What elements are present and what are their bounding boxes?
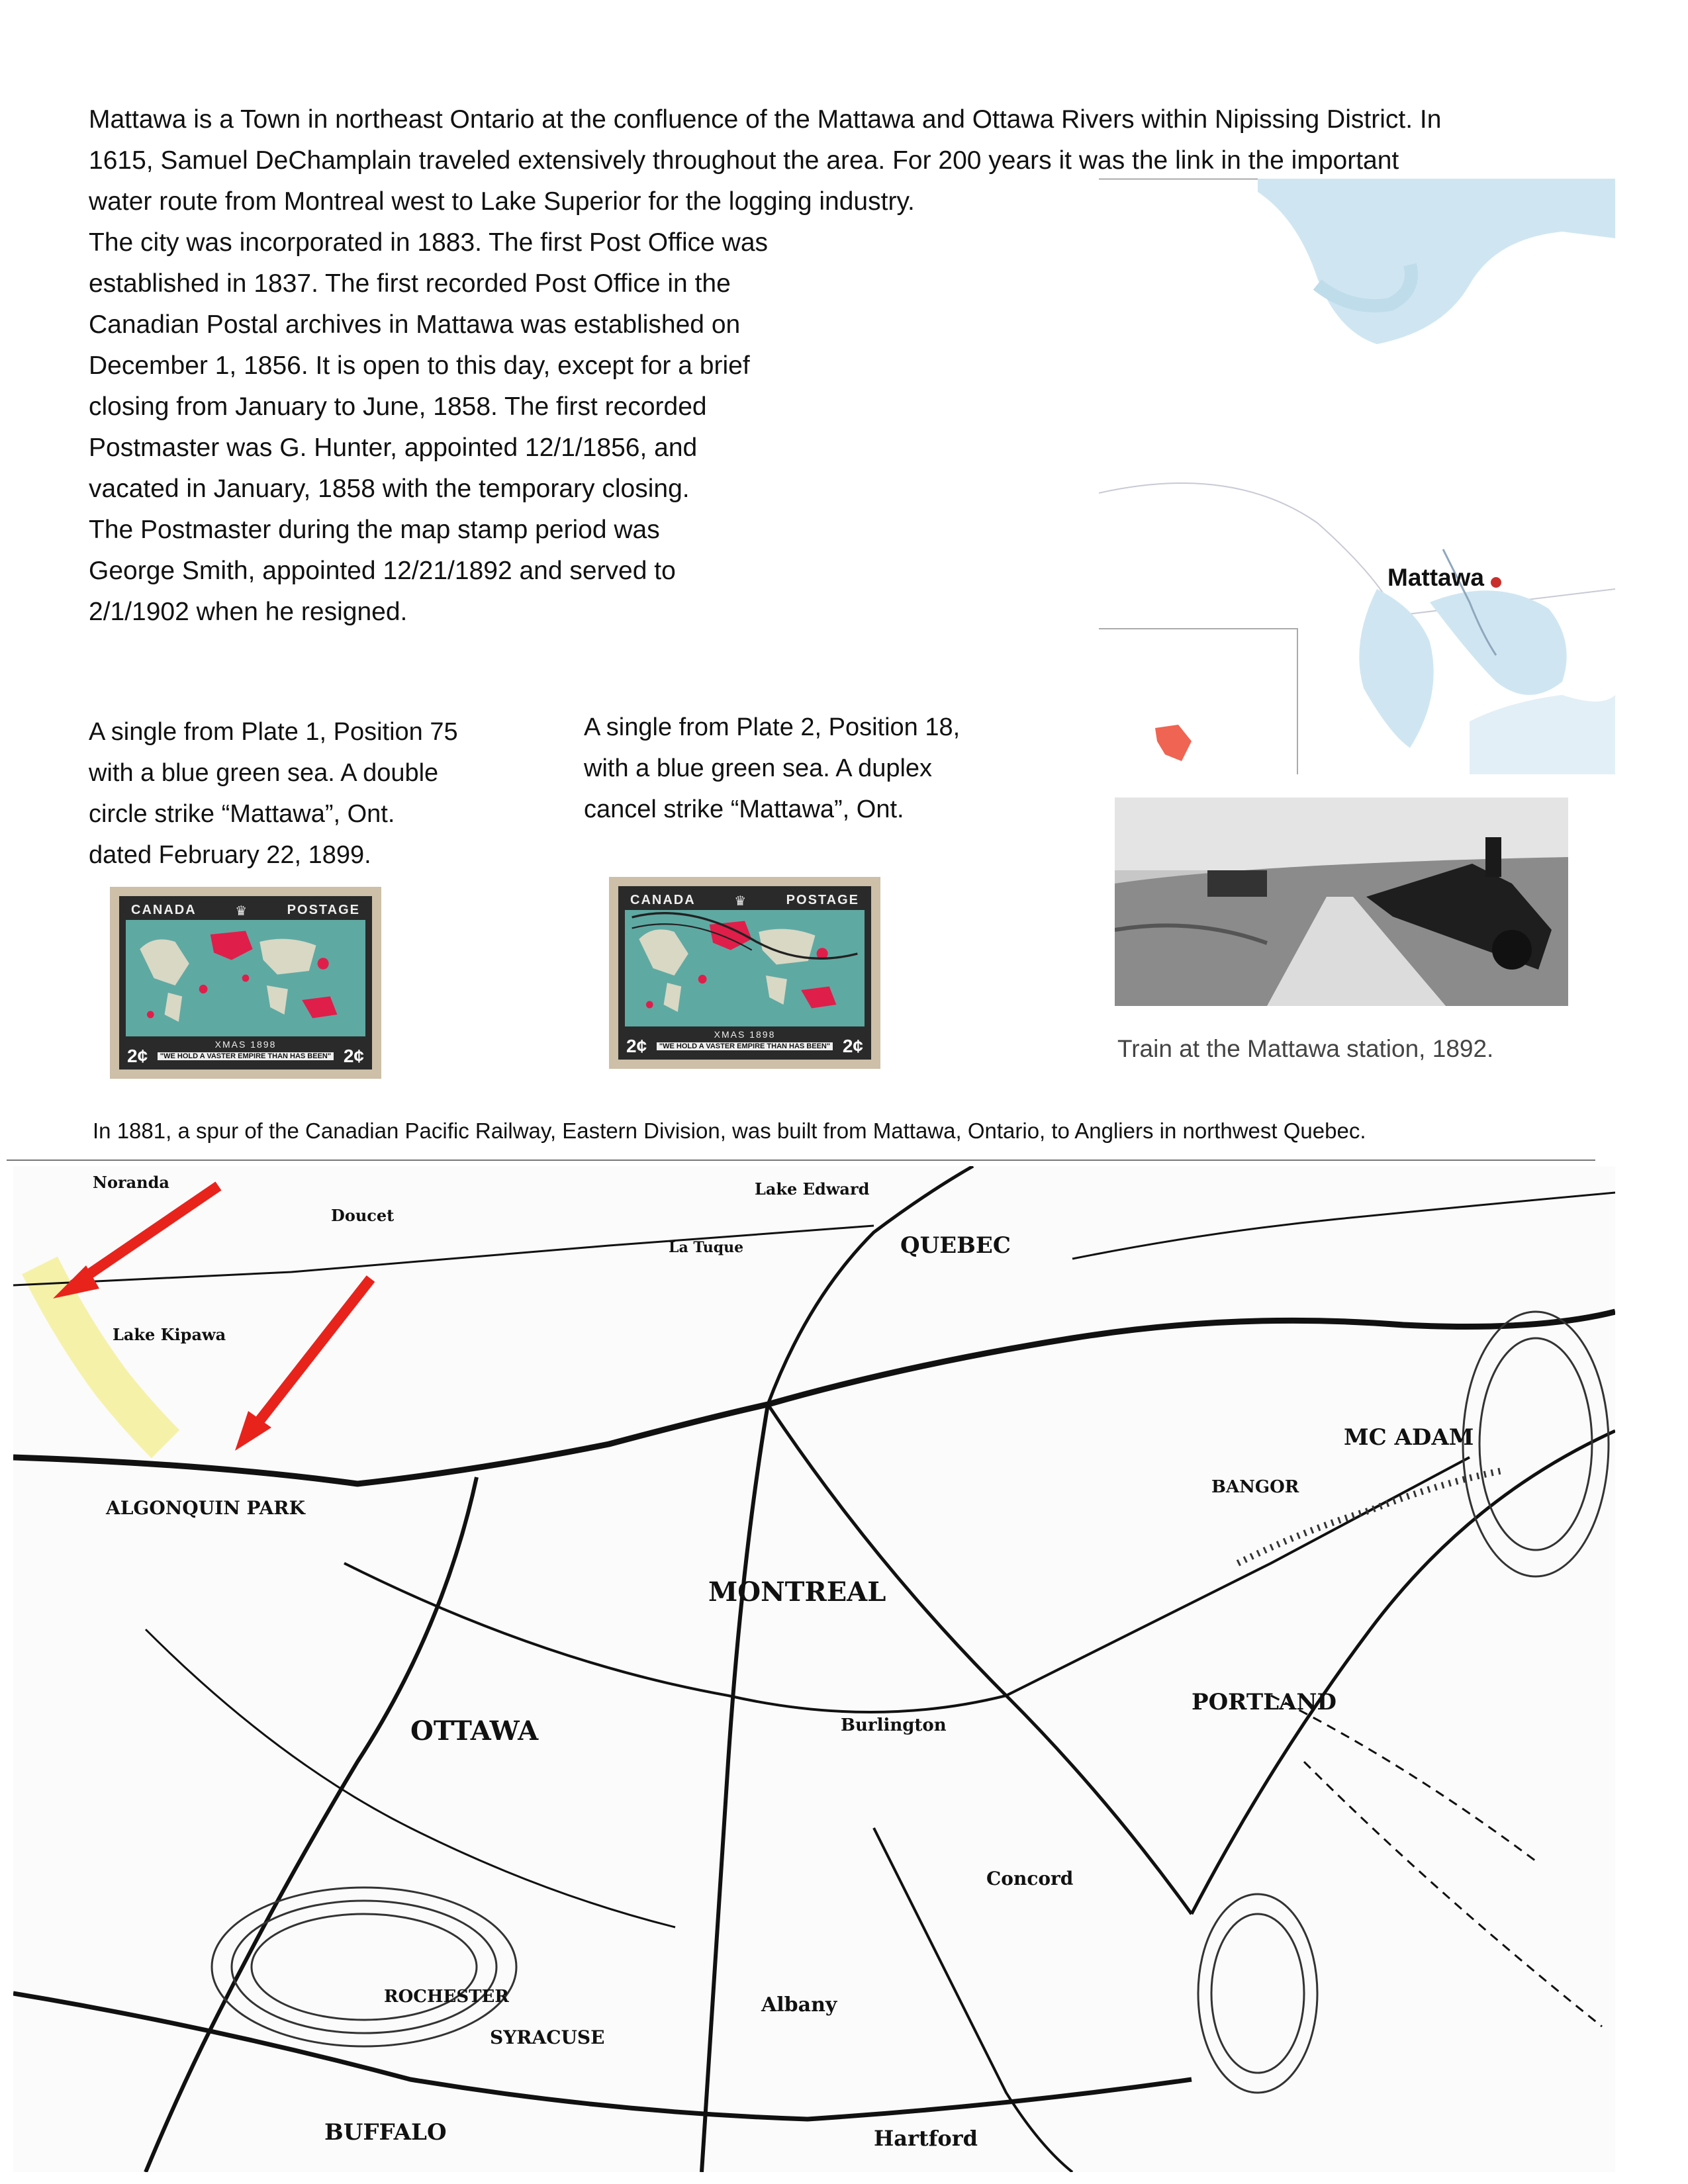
map-label-lake-kipawa: Lake Kipawa (113, 1325, 226, 1344)
intro-line: Canadian Postal archives in Mattawa was established on (89, 310, 741, 339)
map-stamp-plate2 (609, 877, 880, 1069)
locator-map (1099, 179, 1615, 774)
stamp-value: 2¢ (626, 1036, 647, 1056)
map-label-ottawa: OTTAWA (410, 1715, 539, 1747)
map-label-bangor: BANGOR (1211, 1477, 1299, 1497)
intro-line: water route from Montreal west to Lake Superior for the logging industry. (89, 187, 915, 216)
map-stamp-plate1 (110, 887, 381, 1079)
map-label-algonquin: ALGONQUIN PARK (106, 1497, 305, 1519)
stamp-year: XMAS 1898 (714, 1029, 776, 1040)
stamp-postage-label: POSTAGE (287, 903, 360, 917)
intro-line: December 1, 1856. It is open to this day, except for a brief (89, 351, 750, 380)
crown-icon: ♛ (734, 894, 748, 909)
railway-map (13, 1166, 1615, 2172)
intro-line: 1615, Samuel DeChamplain traveled extensively throughout the area. For 200 years it was the link in the important (89, 146, 1399, 175)
intro-line: The Postmaster during the map stamp period was (89, 516, 660, 544)
map-label-syracuse: SYRACUSE (490, 2026, 605, 2048)
stamp-value: 2¢ (842, 1036, 863, 1056)
train-photo-graphic (1115, 797, 1568, 1006)
stamp-postage-label: POSTAGE (786, 893, 859, 907)
locator-map-graphic (1099, 179, 1615, 774)
intro-line: 2/1/1902 when he resigned. (89, 598, 408, 626)
railway-map-graphic (13, 1166, 1615, 2172)
stamp-world-map (126, 920, 365, 1036)
train-station-photo (1115, 797, 1568, 1006)
mattawa-map-label: Mattawa (1387, 564, 1484, 591)
intro-line: The city was incorporated in 1883. The first Post Office was (89, 228, 769, 257)
map-label-portland: PORTLAND (1192, 1689, 1336, 1715)
caption-line: with a blue green sea. A duplex (584, 754, 933, 782)
map-label-hartford: Hartford (874, 2126, 978, 2151)
crown-icon: ♛ (235, 904, 249, 919)
map-label-noranda: Noranda (93, 1173, 169, 1192)
stamp-year: XMAS 1898 (214, 1039, 277, 1050)
intro-line: vacated in January, 1858 with the temporary closing. (89, 475, 690, 503)
caption-line: with a blue green sea. A double (89, 759, 439, 787)
map-label-quebec: QUEBEC (900, 1232, 1011, 1259)
map-label-doucet: Doucet (331, 1206, 395, 1225)
caption-line: A single from Plate 2, Position 18, (584, 713, 961, 741)
caption-line: dated February 22, 1899. (89, 841, 371, 869)
stamp-value: 2¢ (343, 1046, 364, 1066)
map-label-la-tuque: La Tuque (669, 1239, 744, 1256)
stamp-left-caption (89, 711, 458, 876)
stamp-motto: "WE HOLD A VASTER EMPIRE THAN HAS BEEN" (158, 1052, 334, 1060)
photo-caption: Train at the Mattawa station, 1892. (1117, 1035, 1494, 1062)
intro-line: closing from January to June, 1858. The first recorded (89, 392, 707, 421)
caption-line: A single from Plate 1, Position 75 (89, 718, 458, 746)
stamp-value: 2¢ (127, 1046, 148, 1066)
map-label-mcadam: MC ADAM (1344, 1424, 1474, 1451)
caption-line: circle strike “Mattawa”, Ont. (89, 800, 395, 828)
intro-line: established in 1837. The first recorded Post Office in the (89, 269, 731, 298)
stamp-country-label: CANADA (131, 903, 197, 917)
stamp-world-map (625, 910, 865, 1026)
map-label-lake-edward: Lake Edward (755, 1179, 870, 1199)
intro-line: Mattawa is a Town in northeast Ontario at the confluence of the Mattawa and Ottawa Rivers within Nipissing District. In (89, 105, 1442, 134)
map-label-rochester: ROCHESTER (384, 1987, 509, 2007)
stamp-right-caption (584, 707, 960, 830)
map-label-burlington: Burlington (841, 1715, 947, 1735)
intro-line: Postmaster was G. Hunter, appointed 12/1/1856, and (89, 433, 698, 462)
map-label-concord: Concord (986, 1868, 1074, 1889)
intro-line: George Smith, appointed 12/21/1892 and served to (89, 557, 676, 585)
map-label-montreal: MONTREAL (708, 1576, 886, 1608)
stamp-motto: "WE HOLD A VASTER EMPIRE THAN HAS BEEN" (657, 1042, 833, 1050)
map-label-buffalo: BUFFALO (324, 2119, 447, 2146)
caption-line: cancel strike “Mattawa”, Ont. (584, 796, 904, 823)
stamp-country-label: CANADA (630, 893, 696, 907)
divider-line (7, 1160, 1595, 1161)
mattawa-location-dot (1491, 577, 1501, 588)
map-label-albany: Albany (761, 1993, 837, 2017)
railway-caption: In 1881, a spur of the Canadian Pacific Railway, Eastern Division, was built from Mattawa, Ontario, to Angliers in northwest Quebec. (93, 1118, 1366, 1143)
